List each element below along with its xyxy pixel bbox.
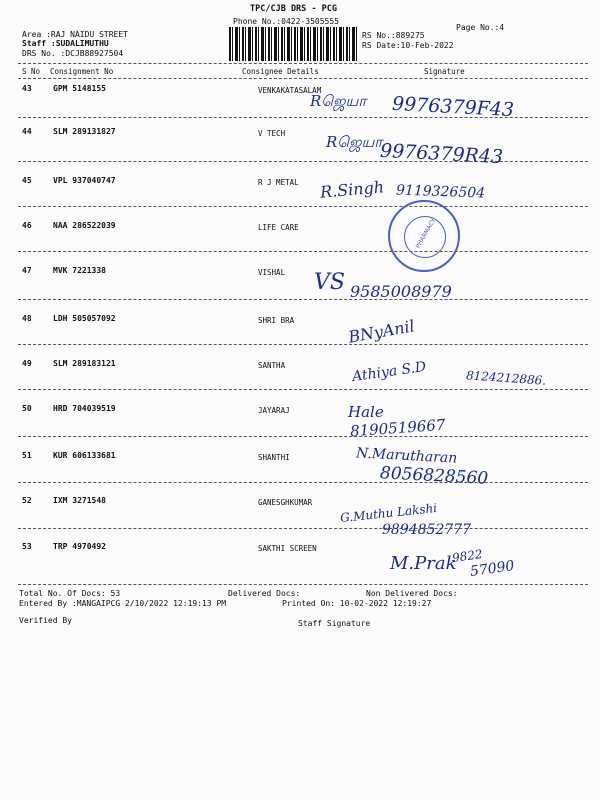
phone-number: Phone No.:0422-3505555 [233,17,339,26]
handwritten-phone: 9119326504 [395,182,486,202]
row-consignee: GANESGHKUMAR [258,498,313,507]
entered-by: Entered By :MANGAIPCG 2/10/2022 12:19:13 PM [19,599,227,608]
divider [18,63,588,64]
row-consignment: GPM 5148155 [53,84,106,93]
col-consignment: Consignment No [50,67,114,76]
row-consignment: SLM 289183121 [53,359,116,368]
non-delivered-docs: Non Delivered Docs: [366,589,458,598]
row-consignee: SAKTHI SCREEN [258,544,317,553]
col-consignee: Consignee Details [242,67,319,76]
handwritten-phone: 8190519667 [349,415,446,441]
handwritten-phone: 9822 [451,546,484,566]
printed-on: Printed On: 10-02-2022 12:19:27 [282,599,432,608]
rs-date: RS Date:10-Feb-2022 [362,41,454,50]
row-divider [18,482,588,483]
pharmacy-stamp [388,200,460,272]
handwritten-phone: 57090 [469,557,516,581]
row-sno: 47 [22,266,32,275]
handwritten-signature: G.Muthu Lakshi [339,500,438,526]
handwritten-phone: 9585008979 [350,282,452,301]
handwritten-phone: 9894852777 [382,522,472,538]
row-divider [18,436,588,437]
row-divider [18,251,588,252]
handwritten-signature: Rஜெயா [310,92,367,110]
row-consignee: LIFE CARE [258,223,299,232]
row-consignee: VISHAL [258,268,286,277]
verified-by: Verified By [19,616,72,625]
handwritten-phone: 8124212886. [465,368,547,388]
row-divider [18,206,588,207]
row-consignment: MVK 7221338 [53,266,106,275]
handwritten-signature: Athiya S.D [351,358,428,386]
handwritten-signature: M.Prak [390,553,457,574]
handwritten-signature: R.Singh [319,177,385,202]
handwritten-signature: VS [314,270,345,295]
row-consignment: KUR 606133681 [53,451,116,460]
row-sno: 48 [22,314,32,323]
divider [18,584,588,585]
row-consignee: SHRI BRA [258,316,295,325]
handwritten-signature: BNyAnil [346,316,417,347]
staff-field: Staff :SUDALIMUTHU [22,39,109,48]
divider [18,78,588,79]
row-consignee: JAYARAJ [258,406,290,415]
handwritten-signature: N.Marutharan [355,445,458,467]
handwritten-phone: 9976379F43 [391,92,515,122]
row-consignment: IXM 3271548 [53,496,106,505]
row-consignment: SLM 289131827 [53,127,116,136]
row-consignee: V TECH [258,129,286,138]
row-divider [18,299,588,300]
barcode-image [229,27,359,61]
row-consignment: TRP 4970492 [53,542,106,551]
row-consignment: HRD 704039519 [53,404,116,413]
stamp-text: PHARMACY [414,217,438,250]
row-consignee: VENKAKATASALAM [258,86,322,95]
handwritten-phone: 8056828560 [379,463,489,489]
row-sno: 52 [22,496,32,505]
delivered-docs: Delivered Docs: [228,589,301,598]
col-signature: Signature [424,67,465,76]
row-consignee: R J METAL [258,178,299,187]
row-sno: 50 [22,404,32,413]
row-sno: 46 [22,221,32,230]
staff-signature: Staff Signature [298,619,371,628]
row-sno: 44 [22,127,32,136]
row-sno: 51 [22,451,32,460]
area-field: Area :RAJ NAIDU STREET [22,30,128,39]
row-sno: 45 [22,176,32,185]
row-divider [18,344,588,345]
handwritten-phone: 9976379R43 [379,139,504,169]
rs-number: RS No.:889275 [362,31,425,40]
row-consignment: LDH 505057092 [53,314,116,323]
row-sno: 49 [22,359,32,368]
document-title: TPC/CJB DRS - PCG [250,4,337,14]
row-consignee: SANTHA [258,361,286,370]
row-consignment: VPL 937040747 [53,176,116,185]
row-sno: 43 [22,84,32,93]
handwritten-signature: Hale [348,403,384,421]
row-consignee: SHANTHI [258,453,290,462]
row-divider [18,528,588,529]
row-divider [18,389,588,390]
total-docs: Total No. Of Docs: 53 [19,589,121,598]
page-number: Page No.:4 [456,23,505,32]
drs-number: DRS No. :DCJB88927504 [22,49,124,58]
col-sno: S No [22,67,41,76]
row-consignment: NAA 286522039 [53,221,116,230]
handwritten-signature: Rஜெயா [326,133,383,151]
row-sno: 53 [22,542,32,551]
